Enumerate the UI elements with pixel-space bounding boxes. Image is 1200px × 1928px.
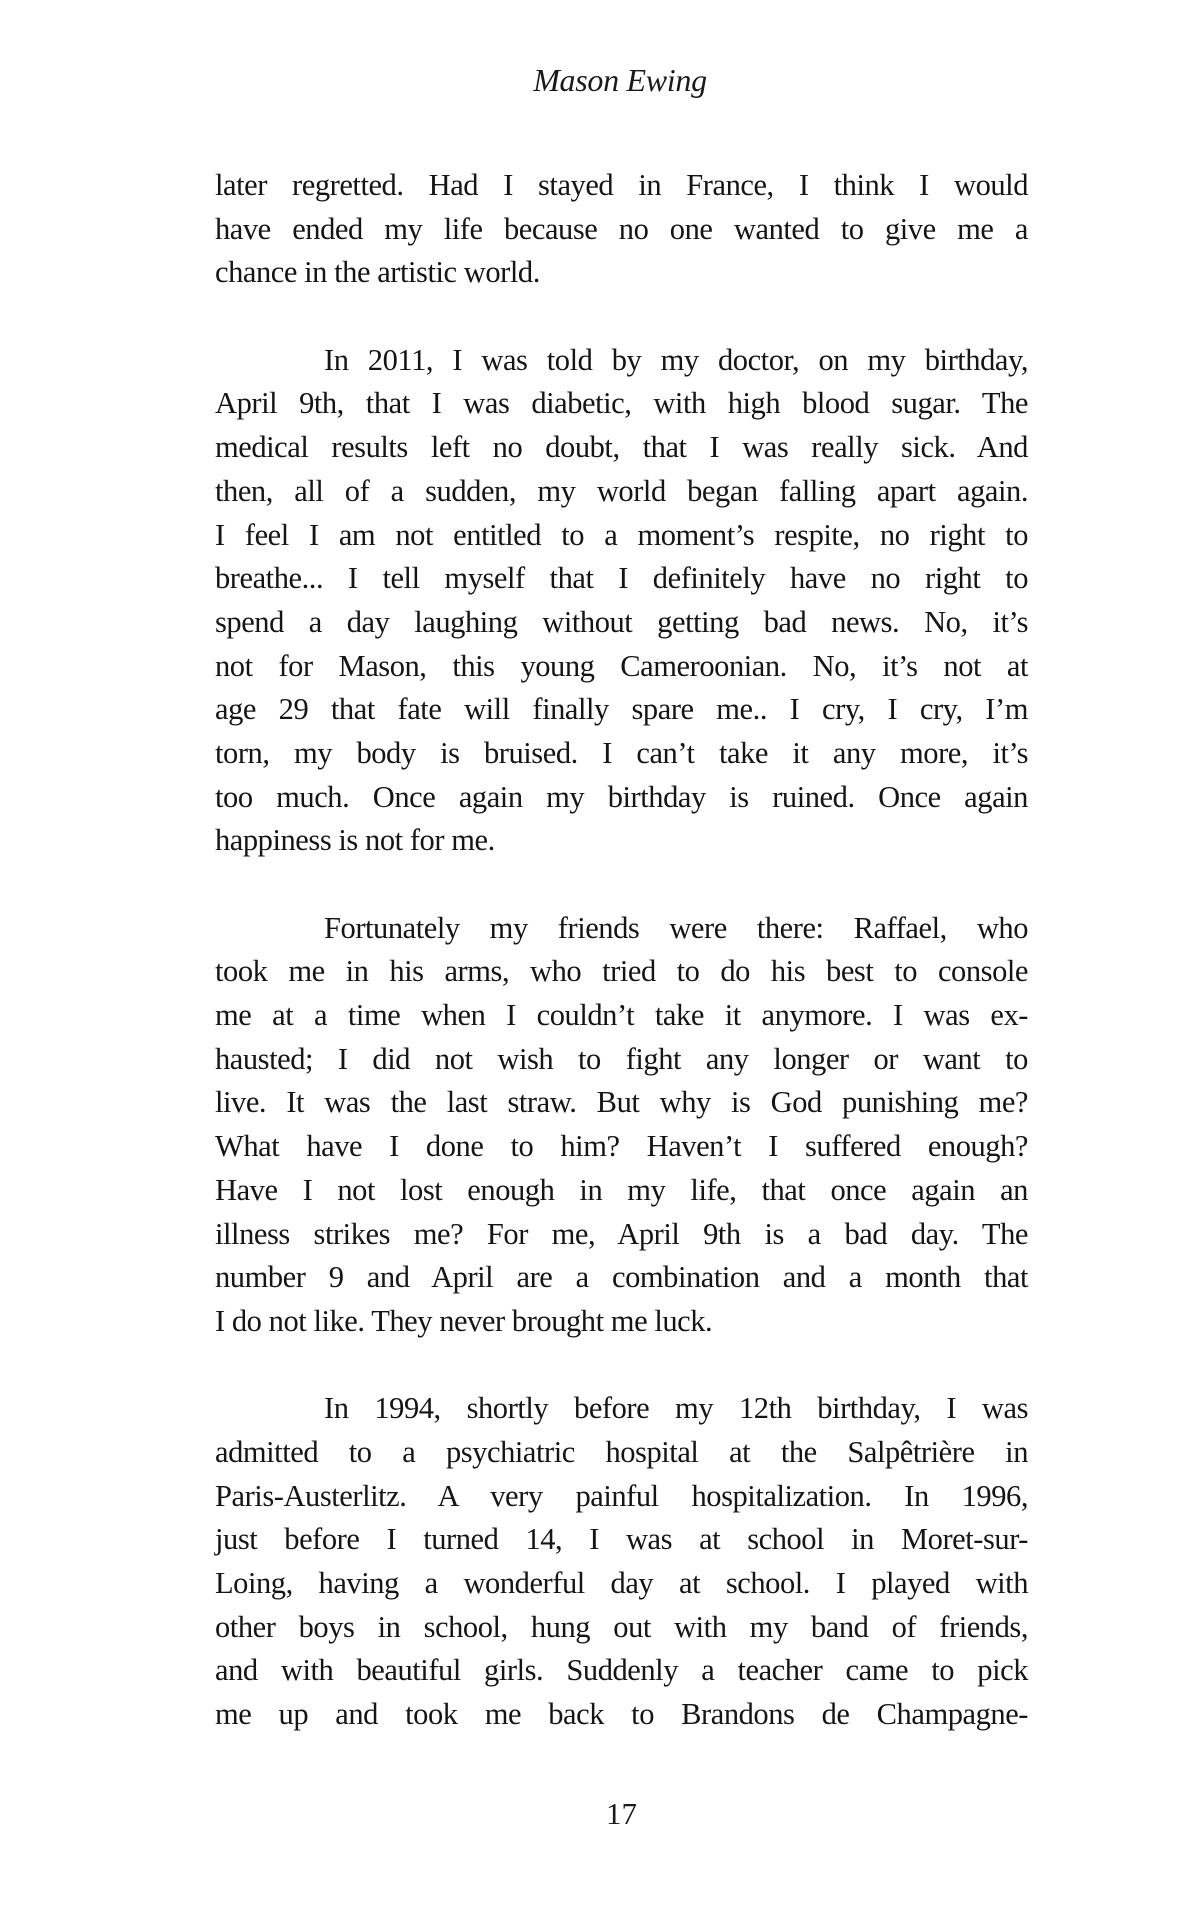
text-line: I do not like. They never brought me luck. (215, 1303, 713, 1338)
text-line: illness strikes me? For me, April 9th is a bad day. The (215, 1216, 1028, 1251)
text-line: Have I not lost enough in my life, that once again an (215, 1172, 1028, 1207)
paragraph-3 (215, 907, 1028, 1344)
paragraph-2 (215, 339, 1028, 863)
text-line: admitted to a psychiatric hospital at the Salpêtrière in (215, 1434, 1028, 1469)
text-line: What have I done to him? Haven’t I suffered enough? (215, 1129, 1028, 1164)
text-line: other boys in school, hung out with my band of friends, (215, 1609, 1028, 1644)
text-line: medical results left no doubt, that I was really sick. And (215, 430, 1028, 465)
text-line: me at a time when I couldn’t take it anymore. I was ex- (215, 998, 1028, 1033)
page-number: 17 (606, 1796, 637, 1831)
text-line: In 1994, shortly before my 12th birthday, I was (324, 1391, 1028, 1426)
running-head-author: Mason Ewing (533, 62, 707, 98)
text-line: I feel I am not entitled to a moment’s respite, no right to (215, 517, 1028, 552)
text-line: torn, my body is bruised. I can’t take it any more, it’s (215, 735, 1028, 770)
text-line: and with beautiful girls. Suddenly a teacher came to pick (215, 1653, 1028, 1688)
text-line: me up and took me back to Brandons de Champagne- (215, 1697, 1028, 1732)
text-line: not for Mason, this young Cameroonian. No, it’s not at (215, 648, 1028, 683)
text-line: April 9th, that I was diabetic, with high blood sugar. The (215, 386, 1028, 421)
text-line: later regretted. Had I stayed in France, I think I would (215, 168, 1028, 202)
text-line: Fortunately my friends were there: Raffael, who (324, 910, 1028, 945)
text-line: took me in his arms, who tried to do his best to console (215, 954, 1028, 989)
text-line: chance in the artistic world. (215, 255, 540, 290)
text-line: happiness is not for me. (215, 823, 495, 858)
text-line: hausted; I did not wish to fight any longer or want to (215, 1041, 1028, 1076)
paragraph-1 (215, 164, 1028, 295)
text-line: then, all of a sudden, my world began falling apart again. (215, 473, 1028, 508)
text-line: age 29 that fate will finally spare me.. I cry, I cry, I’m (215, 692, 1028, 727)
text-line: just before I turned 14, I was at school in Moret-sur- (215, 1522, 1028, 1557)
text-line: breathe... I tell myself that I definitely have no right to (215, 561, 1028, 596)
text-line: Paris-Austerlitz. A very painful hospitalization. In 1996, (215, 1478, 1028, 1513)
text-line: spend a day laughing without getting bad news. No, it’s (215, 604, 1028, 639)
text-line: live. It was the last straw. But why is God punishing me? (215, 1085, 1028, 1120)
text-line: too much. Once again my birthday is ruined. Once again (215, 779, 1028, 814)
body-text (215, 164, 1028, 1780)
text-line: Loing, having a wonderful day at school. I played with (215, 1566, 1028, 1600)
paragraph-4 (215, 1387, 1028, 1737)
text-line: have ended my life because no one wanted to give me a (215, 211, 1028, 246)
text-line: In 2011, I was told by my doctor, on my birthday, (324, 342, 1028, 377)
text-line: number 9 and April are a combination and a month that (215, 1260, 1028, 1295)
